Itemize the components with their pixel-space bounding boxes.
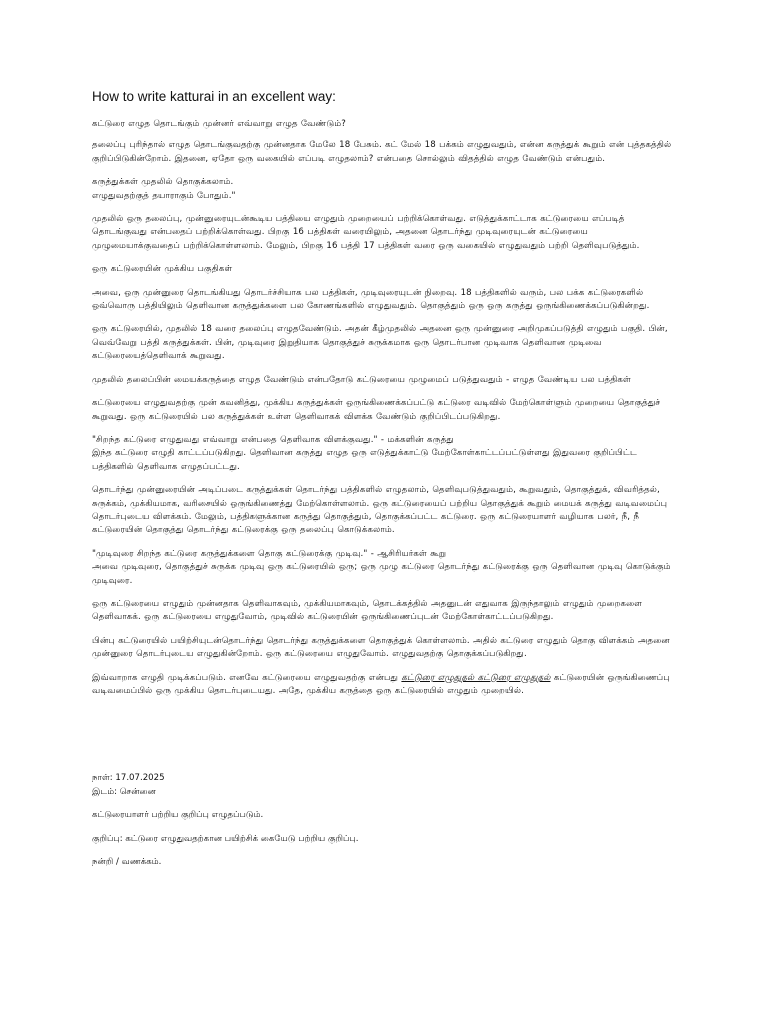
paragraph-6: ஒரு கட்டுரையில், முதலில் 18 வரை தலைப்பு எழுதவேண்டும். அதன் கீழ்முதலில் அதனை ஒரு முன்னுரை அறிமுகப்படுத்தி எழுதும் பகுதி. பின், வெவ்வேறு பத்தி கருத்துக்கள். பின், முடிவுரை இறுதியாக தொகுத்துச் சுருக்கமாக ஒரு தொடர்பான முடிவாக தெளிவான முடிவை கட்டுரையைத்தெளிவாக் கூறுவது.: [92, 324, 668, 362]
paragraph-10: ஒரு கட்டுரையை எழுதும் முன்னதாக தெளிவாகவும், முக்கியமாகவும், தொடக்கத்தில் அதனுடன் எதுவாக இருந்தாலும் எழுதும் முறைகளை தெளிவாகக். ஒரு கட்டுரையை எழுதுவோம், முடிவில் கட்டுரையின் ஒருங்கிணைப்புடன் மேற்கோள்காட்டப்படுகிறது.: [92, 598, 643, 623]
paragraph-2: [92, 176, 676, 203]
paragraph-3: முதலில் ஒரு தலைப்பு, முன்னுரையுடன்கூடிய பத்தியை எழுதும் முறையைப் பற்றிக்கொள்வது. எடுத்துக்காட்டாக கட்டுரையை எப்படித் தொடங்குவது என்பதைப் பற்றிக்கொள்வது. பிறகு 16 பத்திகள் வரையிலும், அதனை தொடர்ந்து முடிவுரையுடன் கட்டுரையை முழுமையாக்குவதைப் பற்றிக்கொள்ளலாம். மேலும், பிறகு 16 பத்தி 17 பத்திகள் வரை ஒரு வகையில் எழுதுவதும் பற்றி தெளிவுபடுத்தும்.: [92, 214, 640, 251]
date-line: நாள்: 17.07.2025: [92, 773, 165, 784]
document-page: [92, 88, 676, 879]
subheading: கட்டுரை எழுத தொடங்கும் முன்னர் எவ்வாறு எழுத வேண்டும்?: [92, 119, 346, 129]
quote-1-line-1: "சிறந்த கட்டுரை எழுதுவது எவ்வாறு என்பதை தெளிவாக விளக்குவது." - மக்களின் கருத்து: [92, 434, 454, 445]
paragraph-12: [92, 672, 676, 699]
quote-2: [92, 548, 676, 588]
paragraph-2-line-1: கருத்துக்கள் முதலில் தொகுக்கலாம்.: [92, 177, 234, 188]
section-heading: ஒரு கட்டுரையின் முக்கிய பகுதிகள்: [92, 264, 233, 275]
document-title: How to write katturai in an excellent way:: [92, 89, 336, 104]
paragraph-1: தலைப்பு புரிந்தால் எழுத தொடங்குவதற்கு முன்னதாக மேலே 18 பேசும். கட் மேல் 18 பக்கம் எழுதுவதும், என்ன கருத்துக் கூறும் என் புத்தகத்தில் குறிப்பிடுகின்றோம். இதனை, ஏதோ ஒரு வகையில் எப்படி எழுதலாம்? என்பதை சொல்லும் விதத்தில் எழுத வேண்டும் என்பதும்.: [92, 140, 672, 164]
paragraph-5: அவை, ஒரு முன்னுரை தொடங்கியது தொடர்ச்சியாக பல பத்திகள், முடிவுரையுடன் நிறைவு. 18 பத்திகளில் வரும், பல பக்க கட்டுரைகளில் ஒவ்வொரு பத்தியிலும் தெளிவான கருத்துக்களை பல கோணங்களில் எழுதுவதும். தொகுத்தும் ஒரு ஒரு கருத்து ஒருங்கிணைக்கப்படுகின்றது.: [92, 287, 650, 312]
blank-space: [92, 708, 676, 772]
date-place-block: [92, 772, 676, 799]
paragraph-2-line-2: எழுதுவதற்குத் தயாராகும் போதும்.": [92, 190, 236, 201]
signature-line-3: நன்றி / வணக்கம்.: [92, 857, 162, 868]
quote-2-line-1: "முடிவுரை சிறந்த கட்டுரை கருத்துக்களை தொகு கட்டுரைக்கு முடிவு." - ஆசிரியர்கள் கூறு: [92, 548, 447, 559]
quote-1: [92, 434, 676, 474]
paragraph-12-link[interactable]: கட்டுரை எழுதுதல் கட்டுரை எழுதுதல்: [401, 672, 551, 683]
quote-1-line-2: இந்த கட்டுரை எழுதி காட்டப்படுகிறது. தெளிவான கருத்து எழுத ஒரு எடுத்துக்காட்டு மேற்கோள்காட்டப்பட்டுள்ளது இதுவரை குறிப்பிட்ட பத்திகளில் தெளிவாக எழுதப்பட்டது.: [92, 448, 637, 472]
paragraph-12-text-start: இவ்வாறாக எழுதி முடிக்கப்படும். எனவே கட்டுரையை எழுதுவதற்கு என்பது: [92, 672, 402, 683]
place-line: இடம்: சென்னை: [92, 786, 156, 797]
quote-2-line-2: அவை முடிவுரை, தொகுத்துச் சுருக்க முடிவு ஒரு கட்டுரையில் ஒரு; ஒரு முழு கட்டுரை தொடர்ந்து கட்டுரைக்கு ஒரு தெளிவான முடிவு கொடுக்கும் முடிவுரை.: [92, 562, 671, 586]
paragraph-7: முதலில் தலைப்பின் மையக்கருத்தை எழுத வேண்டும் என்பதோடு கட்டுரையை முழுமைப் படுத்துவதும் - எழுத வேண்டிய பல பத்திகள்: [92, 374, 631, 385]
signature-line-1: கட்டுரையாளர் பற்றிய குறிப்பு எழுதப்படும்.: [92, 810, 264, 821]
paragraph-11: பின்பு கட்டுரையில் பயிற்சியுடன்தொடர்ந்து தொடர்ந்து கருத்துக்களை தொகுத்துக் கொள்ளலாம். அதில் கட்டுரை எழுதும் தொகு விளக்கம் அதனை முன்னுரை தொடர்புடைய எழுதுகின்றோம். ஒரு கட்டுரையை எழுதுவோம். எழுதுவதற்கு தொகுக்கப்படுகிறது.: [92, 635, 670, 660]
signature-line-2: குறிப்பு: கட்டுரை எழுதுவதற்கான பயிற்சிக் கையேடு பற்றிய குறிப்பு.: [92, 833, 359, 844]
paragraph-12-text-end: கட்டுரையின் ஒருங்கிணைப்பு வடிவமைப்பில் ஒரு முக்கிய தொடர்புடையது. அதே, முக்கிய கருத்தை ஒரு கட்டுரையில் எழுதும் முறையில்.: [92, 672, 670, 696]
paragraph-9: தொடர்ந்து முன்னுரையின் அடிப்படை கருத்துக்கள் தொடர்ந்து பத்திகளில் எழுதலாம், தெளிவுபடுத்துவதும், கூறுவதும், தொகுத்துக், விவரித்தல், சுருக்கம், முக்கியமாக, வரிசையில் ஒருங்கிணைத்து மேற்கொள்ளலாம். ஒரு கட்டுரையைப் பற்றிய தொகுத்துக் கூறும் மையக் கருத்து வடிவமைப்பு தொடர்புடைய விளக்கம். மேலும், பத்திகளுக்கான கருத்து தொகுத்தும், தொகுக்கப்பட்ட கட்டுரை. ஒரு கட்டுரையாளர் வழியாக பலர், நீ, நீ கட்டுரையின் தொகுத்து தொடர்ந்து கட்டுரைக்கு ஒரு தலைப்பு கொடுக்கலாம்.: [92, 485, 668, 536]
paragraph-8: கட்டுரையை எழுதுவதற்கு முன் கவனித்து, முக்கிய கருத்துக்கள் ஒருங்கிணைக்கப்பட்டு கட்டுரை வடிவில் மேற்கொள்ளும் முறையை தொகுத்துச் கூறுவது. ஒரு கட்டுரையில் பல கருத்துக்கள் உள்ள தெளிவாகக் விளக்க வேண்டும் குறிப்பிடப்படுகிறது.: [92, 398, 661, 422]
